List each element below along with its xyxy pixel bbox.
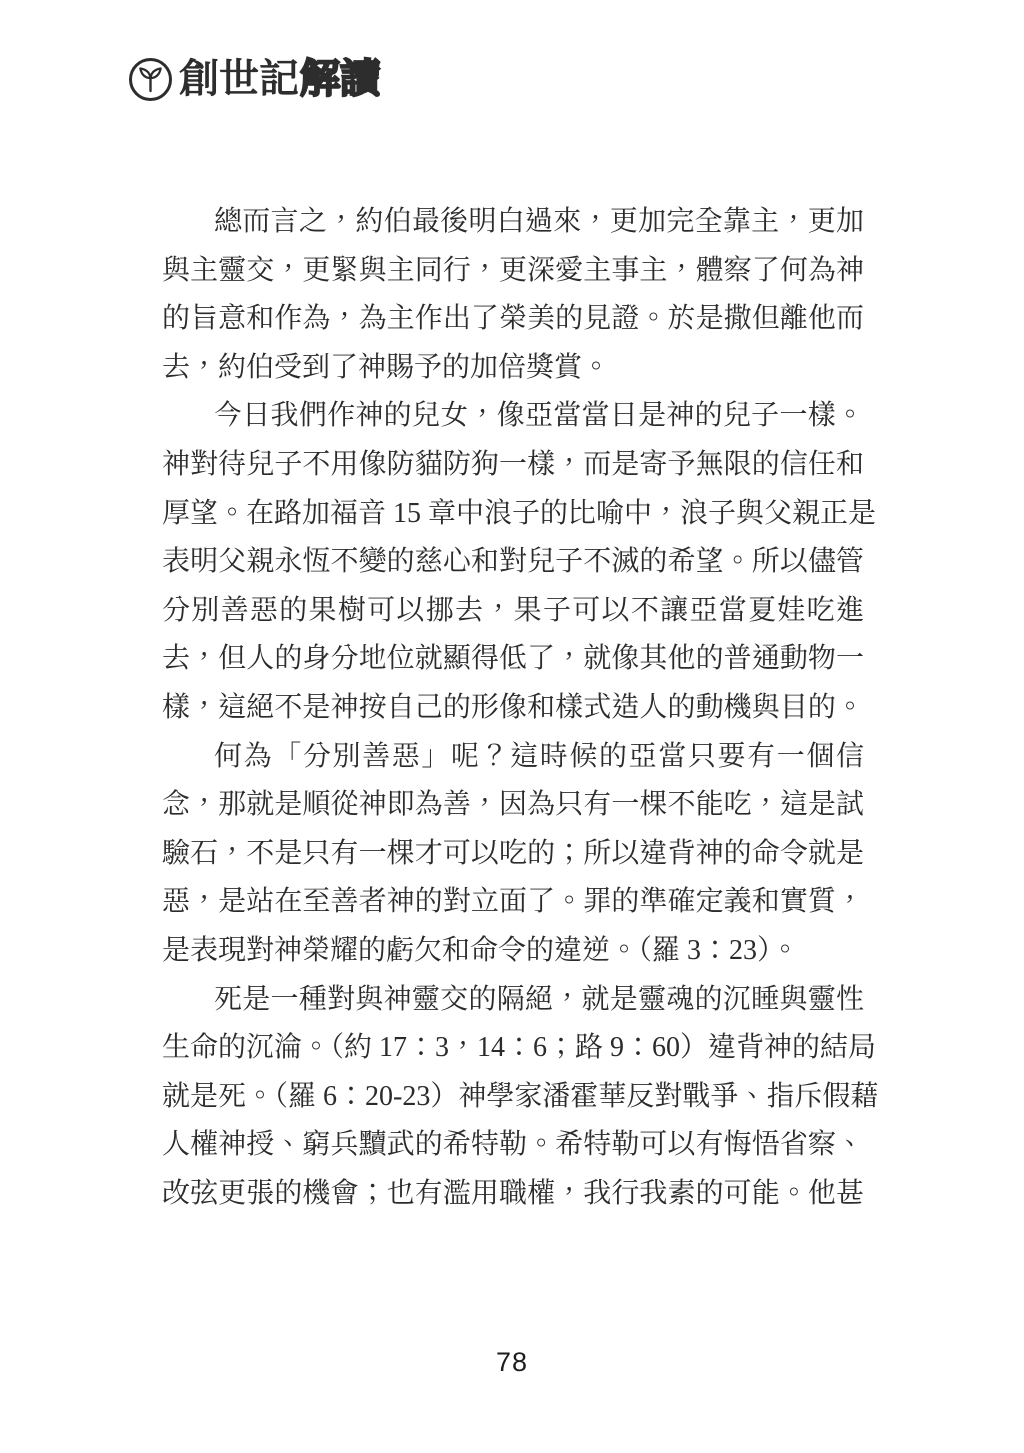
text-line: 念，那就是順從神即為善，因為只有一棵不能吃，這是試 bbox=[162, 789, 864, 821]
text-line: 今日我們作神的兒女，像亞當當日是神的兒子一樣。 bbox=[214, 400, 864, 432]
paragraph bbox=[162, 392, 877, 732]
page-header bbox=[128, 55, 380, 103]
sprout-icon bbox=[128, 57, 173, 102]
text-line: 分別善惡的果樹可以挪去，果子可以不讓亞當夏娃吃進 bbox=[162, 594, 864, 626]
text-line: 人權神授、窮兵黷武的希特勒。希特勒可以有悔悟省察、 bbox=[162, 1129, 864, 1161]
text-line: 生命的沉淪。（約 17：3，14：6；路 9：60）違背神的結局 bbox=[162, 1032, 877, 1064]
text-line: 何為「分別善惡」呢？這時候的亞當只要有一個信 bbox=[214, 740, 864, 772]
book-title bbox=[179, 56, 380, 102]
paragraph bbox=[162, 198, 864, 392]
body-text bbox=[162, 198, 879, 1218]
text-line: 總而言之，約伯最後明白過來，更加完全靠主，更加 bbox=[214, 206, 864, 237]
text-line: 去，約伯受到了神賜予的加倍獎賞。 bbox=[162, 351, 611, 383]
text-line: 與主靈交，更緊與主同行，更深愛主事主，體察了何為神 bbox=[162, 254, 864, 286]
text-line: 表明父親永恆不變的慈心和對兒子不滅的希望。所以儘管 bbox=[162, 546, 864, 578]
text-line: 惡，是站在至善者神的對立面了。罪的準確定義和實質， bbox=[162, 886, 864, 918]
page-number: 78 bbox=[495, 1347, 529, 1377]
text-line: 樣，這絕不是神按自己的形像和樣式造人的動機與目的。 bbox=[162, 691, 864, 723]
paragraph bbox=[162, 976, 879, 1219]
text-line: 驗石，不是只有一棵才可以吃的；所以違背神的命令就是 bbox=[162, 837, 864, 869]
text-line: 神對待兒子不用像防貓防狗一樣，而是寄予無限的信任和 bbox=[162, 448, 864, 480]
text-line: 的旨意和作為，為主作出了榮美的見證。於是撒但離他而 bbox=[162, 303, 864, 335]
text-line: 就是死。（羅 6：20-23）神學家潘霍華反對戰爭、指斥假藉 bbox=[162, 1080, 879, 1112]
text-line: 厚望。在路加福音 15 章中浪子的比喻中，浪子與父親正是 bbox=[162, 497, 877, 529]
text-line: 死是一種對與神靈交的隔絕，就是靈魂的沉睡與靈性 bbox=[214, 983, 864, 1015]
paragraph bbox=[162, 733, 864, 976]
text-line: 是表現對神榮耀的虧欠和命令的違逆。（羅 3：23）。 bbox=[162, 934, 800, 966]
text-line: 改弦更張的機會；也有濫用職權，我行我素的可能。他甚 bbox=[162, 1177, 864, 1209]
text-line: 去，但人的身分地位就顯得低了，就像其他的普通動物一 bbox=[162, 643, 864, 675]
book-title-outline: 解讀 bbox=[300, 57, 380, 101]
book-title-solid: 創世記 bbox=[179, 57, 299, 101]
